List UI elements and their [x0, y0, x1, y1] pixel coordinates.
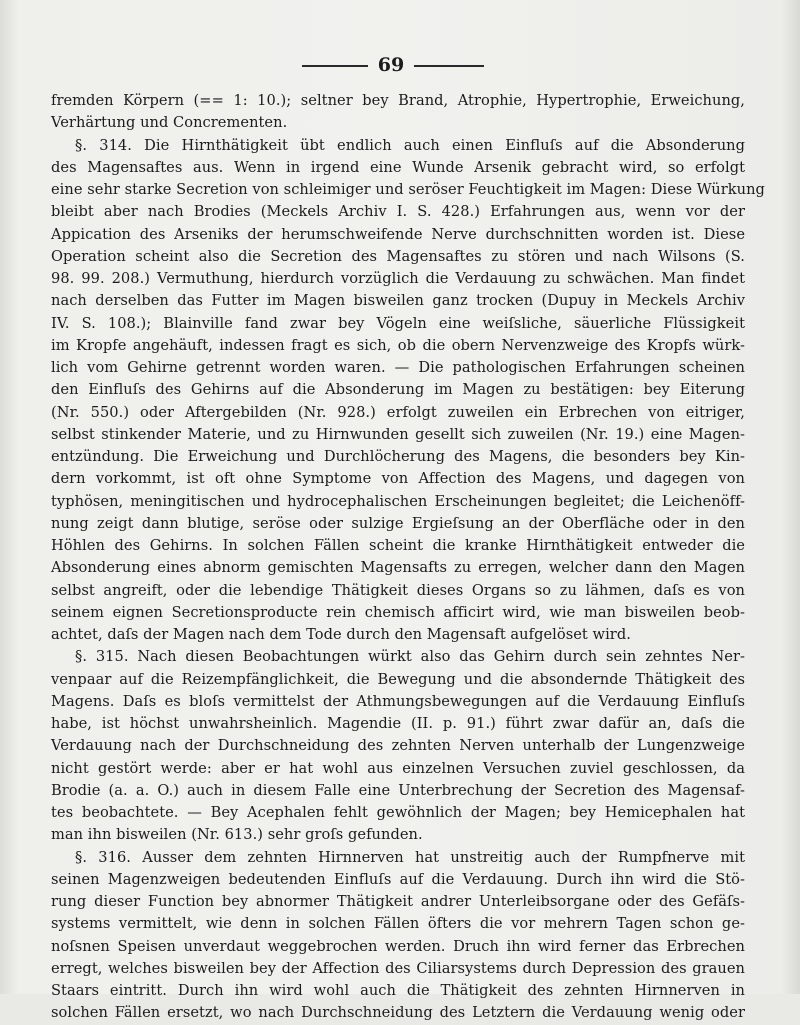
text-line: dern vorkommt, ist oft ohne Symptome von Affection des Magens, und dagegen von: [51, 470, 745, 488]
text-line: typhösen, meningitischen und hydrocephalischen Erscheinungen begleitet; die Leichenöff-: [51, 492, 745, 510]
text-line: solchen Fällen ersetzt, wo nach Durchschneidung des Letztern die Verdauung wenig oder: [51, 1004, 745, 1022]
text-line: Brodie (a. a. O.) auch in diesem Falle eine Unterbrechung der Secretion des Magensaf-: [51, 781, 745, 799]
text-line: (Nr. 550.) oder Aftergebilden (Nr. 928.) erfolgt zuweilen ein Erbrechen von eitriger,: [51, 403, 745, 421]
paragraph-section-315: [51, 646, 745, 846]
text-line: selbst stinkender Materie, und zu Hirnwunden gesellt sich zuweilen (Nr. 19.) eine Magen-: [51, 425, 745, 443]
text-line: §. 314. Die Hirnthätigkeit übt endlich auch einen Einfluſs auf die Absonderung: [75, 136, 745, 154]
text-line: den Einfluſs des Gehirns auf die Absonderung im Magen zu bestätigen: bey Eiterung: [51, 381, 745, 399]
header-rule-left: [302, 65, 368, 67]
text-line: 98. 99. 208.) Vermuthung, hierdurch vorzüglich die Verdauung zu schwächen. Man findet: [51, 270, 745, 287]
text-line: seinem eignen Secretionsproducte rein chemisch afficirt wird, wie man bisweilen beob-: [51, 603, 745, 621]
text-line: Operation scheint also die Secretion des Magensaftes zu stören und nach Wilsons (S.: [51, 247, 745, 265]
text-line: rung dieser Function bey abnormer Thätigkeit andrer Unterleibsorgane oder des Gefäſs-: [51, 893, 745, 910]
header-rule-right: [414, 65, 484, 67]
text-line: fremden Körpern (== 1: 10.); seltner bey Brand, Atrophie, Hypertrophie, Erweichung,: [51, 92, 745, 109]
text-line: IV. S. 108.); Blainville fand zwar bey Vögeln eine weiſsliche, säuerliche Flüssigkeit: [51, 314, 745, 332]
text-line: nung zeigt dann blutige, seröse oder sulzige Ergieſsung an der Oberfläche oder in den: [51, 514, 745, 532]
text-line: Absonderung eines abnorm gemischten Magensafts zu erregen, welcher dann den Magen: [51, 559, 745, 577]
text-line: habe, ist höchst unwahrsheinlich. Magendie (II. p. 91.) führt zwar dafür an, daſs die: [51, 715, 745, 732]
running-head: [0, 52, 800, 78]
text-line: bleibt aber nach Brodies (Meckels Archiv I. S. 428.) Erfahrungen aus, wenn vor der: [51, 203, 745, 221]
body-text: [51, 90, 765, 1025]
text-line: Höhlen des Gehirns. In solchen Fällen scheint die kranke Hirnthätigkeit entweder die: [51, 537, 745, 554]
text-line: achtet, daſs der Magen nach dem Tode durch den Magensaft aufgelöset wird.: [51, 626, 631, 643]
text-line: §. 316. Ausser dem zehnten Hirnnerven hat unstreitig auch der Rumpfnerve mit: [75, 848, 745, 866]
page-number: 69: [377, 54, 405, 76]
text-line: des Magensaftes aus. Wenn in irgend eine Wunde Arsenik gebracht wird, so erfolgt: [51, 158, 745, 176]
text-line: noſsnen Speisen unverdaut weggebrochen werden. Druch ihn wird ferner das Erbrechen: [51, 937, 745, 955]
text-line: Verhärtung und Concrementen.: [51, 114, 288, 132]
text-line: seinen Magenzweigen bedeutenden Einfluſs auf die Verdauung. Durch ihn wird die Stö-: [51, 870, 745, 888]
text-line: nicht gestört werde: aber er hat wohl aus einzelnen Versuchen zuviel geschlossen, da: [51, 759, 745, 777]
paragraph-section-316: [51, 847, 745, 1025]
text-line: tes beobachtete. — Bey Acephalen fehlt gewöhnlich der Magen; bey Hemicephalen hat: [51, 804, 745, 821]
text-line: lich vom Gehirne getrennt worden waren. — Die pathologischen Erfahrungen scheinen: [51, 359, 745, 376]
text-line: nach derselben das Futter im Magen bisweilen ganz trocken (Dupuy in Meckels Archiv: [51, 292, 745, 310]
text-line: erregt, welches bisweilen bey der Affection des Ciliarsystems durch Depression des grauen: [51, 959, 745, 977]
text-line: eine sehr starke Secretion von schleimiger und seröser Feuchtigkeit im Magen: Diese Würkung: [51, 181, 765, 198]
text-line: entzündung. Die Erweichung und Durchlöcherung des Magens, die besonders bey Kin-: [51, 448, 745, 465]
text-line: Appication des Arseniks der herumschweifende Nerve durchschnitten worden ist. Diese: [51, 225, 745, 243]
text-line: §. 315. Nach diesen Beobachtungen würkt also das Gehirn durch sein zehntes Ner-: [75, 648, 745, 666]
text-line: Magens. Daſs es bloſs vermittelst der Athmungsbewegungen auf die Verdauung Einfluſs: [51, 692, 745, 710]
text-line: Staars eintritt. Durch ihn wird wohl auch die Thätigkeit des zehnten Hirnnerven in: [51, 982, 745, 999]
text-line: systems vermittelt, wie denn in solchen Fällen öfters die vor mehrern Tagen schon ge-: [51, 915, 745, 933]
text-line: im Kropfe angehäuft, indessen fragt es sich, ob die obern Nervenzweige des Kropfs würk-: [51, 336, 745, 354]
paragraph-continuation: [51, 90, 745, 135]
paragraph-section-314: [51, 135, 765, 647]
text-line: man ihn bisweilen (Nr. 613.) sehr groſs gefunden.: [51, 826, 423, 844]
text-line: selbst angreift, oder die lebendige Thätigkeit dieses Organs so zu lähmen, daſs es von: [51, 581, 745, 599]
text-line: venpaar auf die Reizempfänglichkeit, die Bewegung und die absondernde Thätigkeit des: [51, 670, 745, 688]
text-line: Verdauung nach der Durchschneidung des zehnten Nerven unterhalb der Lungenzweige: [51, 737, 745, 755]
